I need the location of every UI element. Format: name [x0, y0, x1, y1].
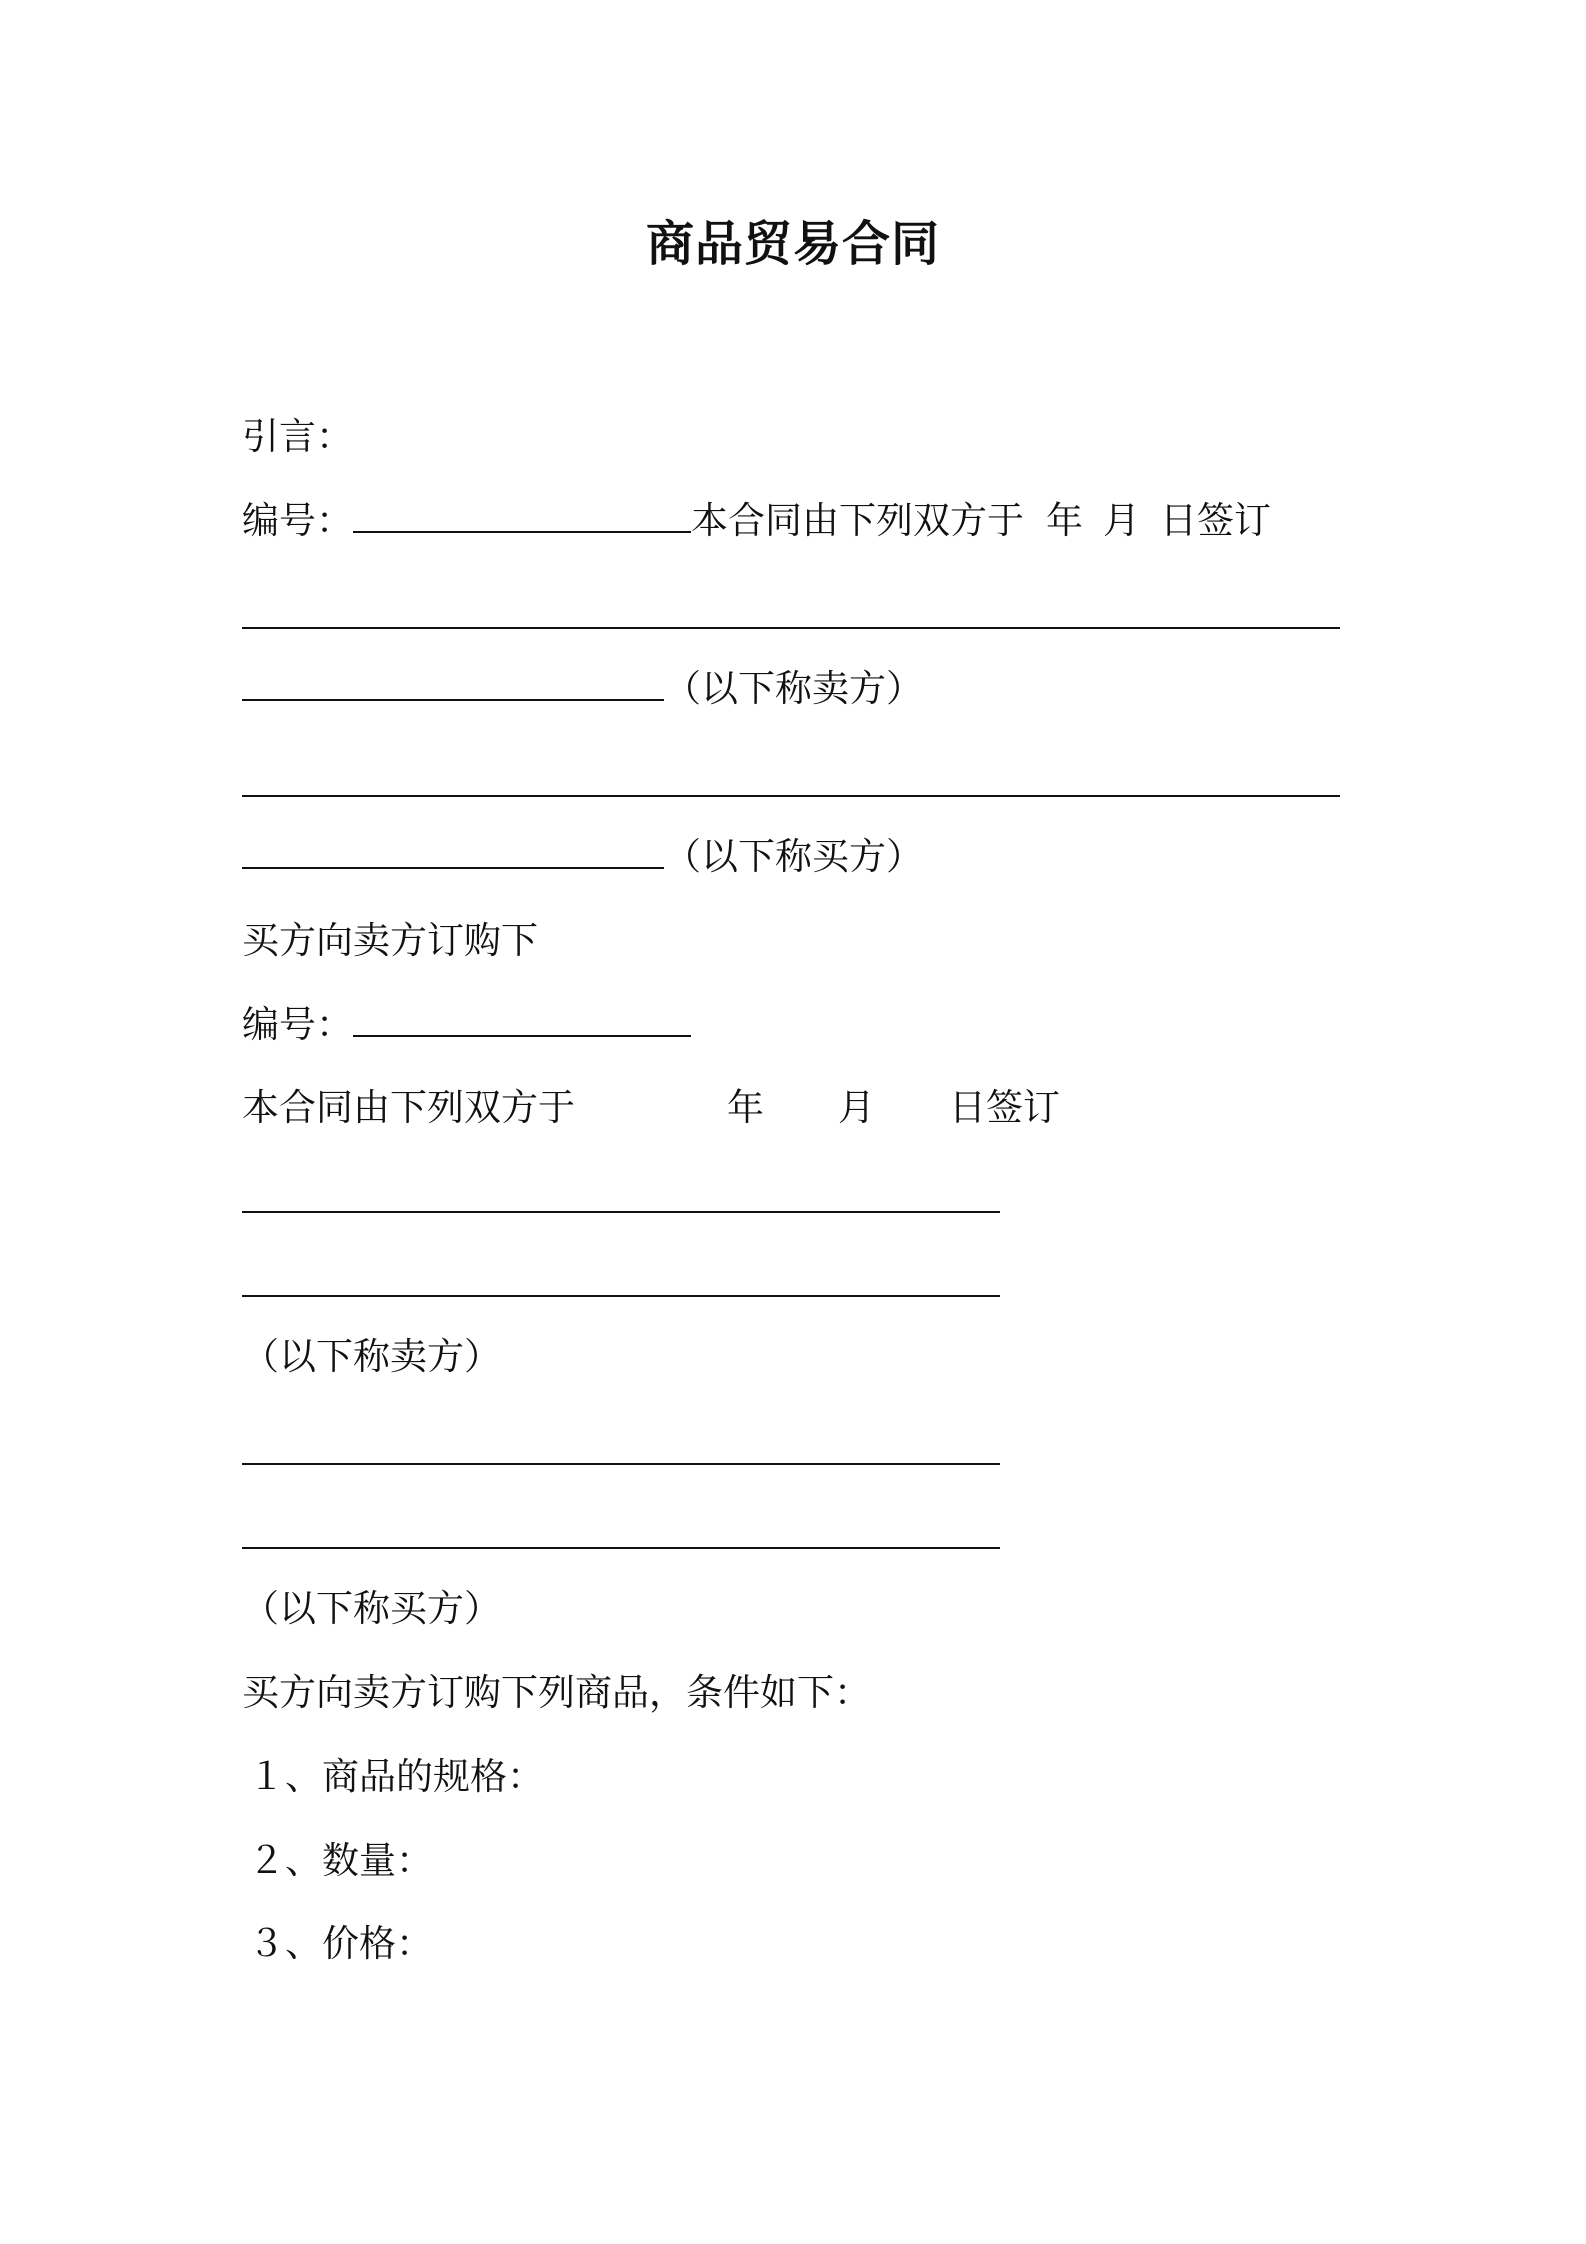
- month-label: 月: [838, 1086, 875, 1129]
- contract-signed-text: 本合同由下列双方于: [242, 1086, 575, 1129]
- document-title: 商品贸易合同: [645, 216, 940, 272]
- item-price: ３、价格：: [248, 1922, 433, 1965]
- day-signed-label: 日签订: [1160, 499, 1271, 542]
- seller-blank-2: [242, 1260, 1000, 1310]
- seller-blank: [242, 1177, 1000, 1213]
- buyer-orders-short: 买方向卖方订购下: [242, 919, 538, 962]
- buyer-line: [242, 832, 923, 882]
- number-blank: [353, 1001, 691, 1037]
- buyer-blank-line: [242, 760, 1340, 810]
- seller-address-blank: [242, 665, 664, 701]
- month-label: 月: [1103, 499, 1140, 542]
- buyer-name-blank: [242, 761, 1340, 797]
- buyer-blank-2: [242, 1512, 1000, 1562]
- seller-note-2: （以下称卖方）: [242, 1335, 501, 1378]
- number-label: 编号：: [242, 499, 353, 542]
- seller-blank-1: [242, 1176, 1000, 1226]
- contract-signed-line: [242, 1083, 1060, 1133]
- year-label: 年: [1046, 499, 1083, 542]
- seller-note: （以下称卖方）: [664, 667, 923, 710]
- number-blank: [353, 497, 691, 533]
- item-spec: １、商品的规格：: [248, 1755, 544, 1798]
- number-line-1: [242, 496, 1271, 546]
- buyer-note-2: （以下称买方）: [242, 1587, 501, 1630]
- buyer-blank-1: [242, 1428, 1000, 1478]
- buyer-blank: [242, 1513, 1000, 1549]
- intro-label: 引言：: [242, 415, 353, 458]
- buyer-orders-full: 买方向卖方订购下列商品，条件如下：: [242, 1671, 871, 1714]
- day-signed-label: 日签订: [949, 1086, 1060, 1129]
- number-label: 编号：: [242, 1003, 353, 1046]
- buyer-note: （以下称买方）: [664, 835, 923, 878]
- year-label: 年: [727, 1086, 764, 1129]
- seller-blank: [242, 1261, 1000, 1297]
- number-line-2: [242, 1000, 691, 1050]
- seller-line: [242, 664, 923, 714]
- buyer-address-blank: [242, 833, 664, 869]
- contract-signed-text: 本合同由下列双方于: [691, 499, 1024, 542]
- seller-name-blank: [242, 593, 1340, 629]
- item-quantity: ２、数量：: [248, 1839, 433, 1882]
- buyer-blank: [242, 1429, 1000, 1465]
- seller-blank-line: [242, 592, 1340, 642]
